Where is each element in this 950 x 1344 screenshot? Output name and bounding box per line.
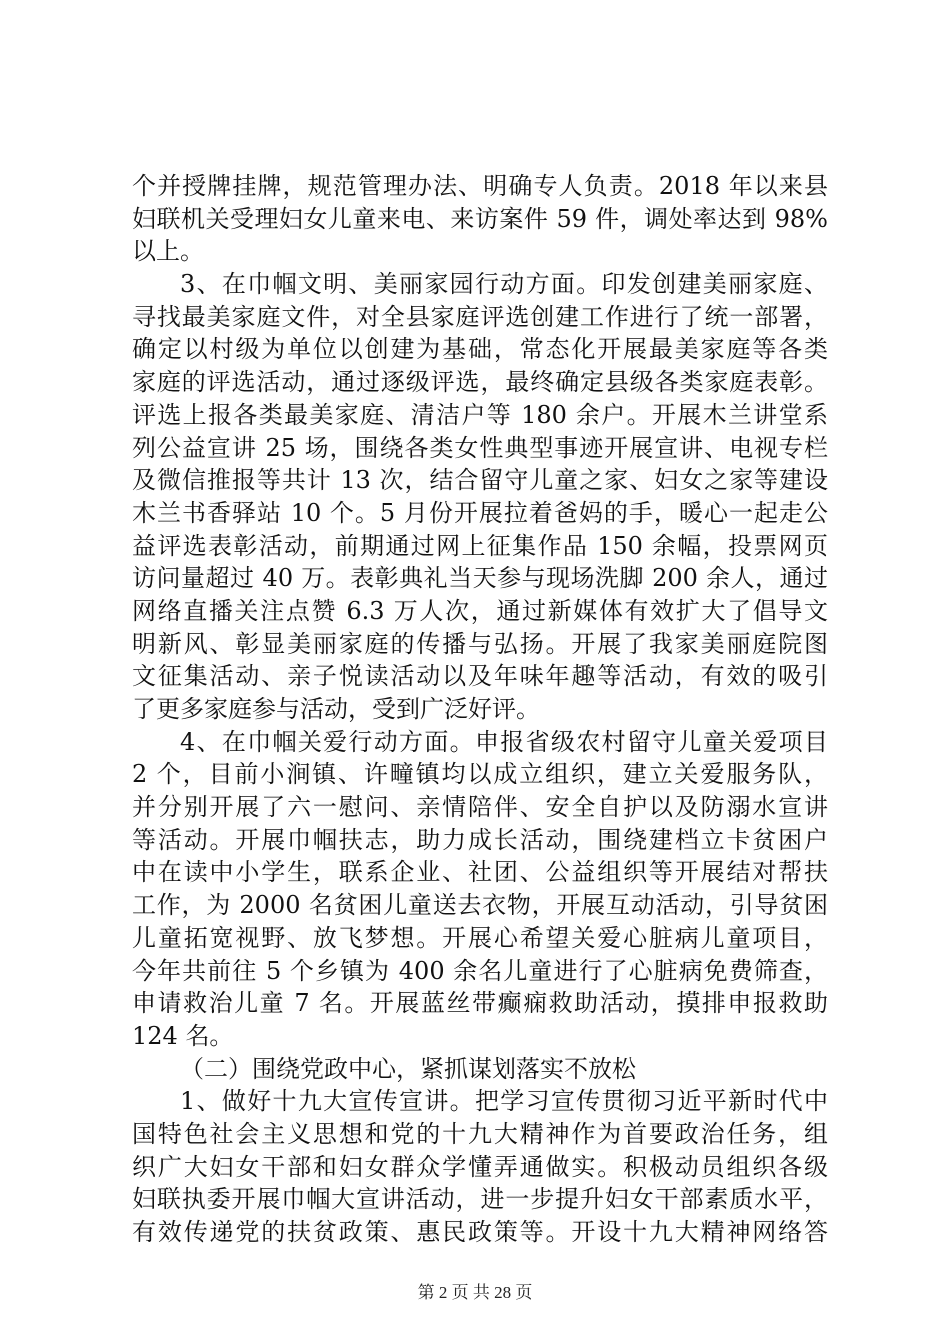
text-line: 列公益宣讲 25 场，围绕各类女性典型事迹开展宣讲、电视专栏 xyxy=(132,433,828,462)
text-line: 网络直播关注点赞 6.3 万人次，通过新媒体有效扩大了倡导文 xyxy=(132,596,828,625)
text-line: 今年共前往 5 个乡镇为 400 余名儿童进行了心脏病免费筛查， xyxy=(132,956,828,985)
text-line: 并分别开展了六一慰问、亲情陪伴、安全自护以及防溺水宣讲 xyxy=(132,793,828,822)
text-line: 申请救治儿童 7 名。开展蓝丝带癫痫救助活动，摸排申报救助 xyxy=(132,989,828,1018)
text-line: 儿童拓宽视野、放飞梦想。开展心希望关爱心脏病儿童项目， xyxy=(132,923,828,952)
text-line: 了更多家庭参与活动，受到广泛好评。 xyxy=(132,695,540,723)
text-line: 等活动。开展巾帼扶志，助力成长活动，围绕建档立卡贫困户 xyxy=(132,825,828,854)
text-line: 妇联机关受理妇女儿童来电、来访案件 59 件，调处率达到 98% xyxy=(132,204,828,233)
text-line: 织广大妇女干部和妇女群众学懂弄通做实。积极动员组织各级 xyxy=(132,1152,828,1181)
text-line: 及微信推报等共计 13 次，结合留守儿童之家、妇女之家等建设 xyxy=(132,466,828,495)
text-line: 访问量超过 40 万。表彰典礼当天参与现场洗脚 200 余人，通过 xyxy=(132,564,828,593)
text-line: 评选上报各类最美家庭、清洁户等 180 余户。开展木兰讲堂系 xyxy=(132,400,828,429)
text-line: 文征集活动、亲子悦读活动以及年味年趣等活动，有效的吸引 xyxy=(132,662,828,691)
text-line: 中在读中小学生，联系企业、社团、公益组织等开展结对帮扶 xyxy=(132,858,828,887)
text-line: 1、做好十九大宣传宣讲。把学习宣传贯彻习近平新时代中 xyxy=(180,1087,828,1116)
text-line: 4、在巾帼关爱行动方面。申报省级农村留守儿童关爱项目 xyxy=(180,727,828,756)
text-line: 有效传递党的扶贫政策、惠民政策等。开设十九大精神网络答 xyxy=(132,1218,828,1246)
text-line: 个并授牌挂牌，规范管理办法、明确专人负责。2018 年以来县 xyxy=(132,172,828,200)
text-line: 国特色社会主义思想和党的十九大精神作为首要政治任务，组 xyxy=(132,1119,828,1148)
text-line: 益评选表彰活动，前期通过网上征集作品 150 余幅，投票网页 xyxy=(132,531,828,560)
text-line: 妇联执委开展巾帼大宣讲活动，进一步提升妇女干部素质水平， xyxy=(132,1185,828,1214)
text-line: （二）围绕党政中心，紧抓谋划落实不放松 xyxy=(180,1054,636,1083)
text-line: 木兰书香驿站 10 个。5 月份开展拉着爸妈的手，暖心一起走公 xyxy=(132,498,828,527)
text-line: 以上。 xyxy=(132,237,204,266)
text-line: 家庭的评选活动，通过逐级评选，最终确定县级各类家庭表彰。 xyxy=(132,368,828,397)
text-line: 工作，为 2000 名贫困儿童送去衣物，开展互动活动，引导贫困 xyxy=(132,891,828,920)
text-line: 确定以村级为单位以创建为基础，常态化开展最美家庭等各类 xyxy=(132,335,828,364)
text-line: 寻找最美家庭文件，对全县家庭评选创建工作进行了统一部署， xyxy=(132,302,828,331)
text-line: 124 名。 xyxy=(132,1021,234,1050)
text-line: 3、在巾帼文明、美丽家园行动方面。印发创建美丽家庭、 xyxy=(180,270,828,299)
text-line: 2 个，目前小涧镇、许疃镇均以成立组织，建立关爱服务队， xyxy=(132,760,828,789)
text-line: 明新风、彰显美丽家庭的传播与弘扬。开展了我家美丽庭院图 xyxy=(132,629,828,658)
body-text xyxy=(132,170,828,1249)
page-footer: 第 2 页 共 28 页 xyxy=(417,1283,533,1302)
